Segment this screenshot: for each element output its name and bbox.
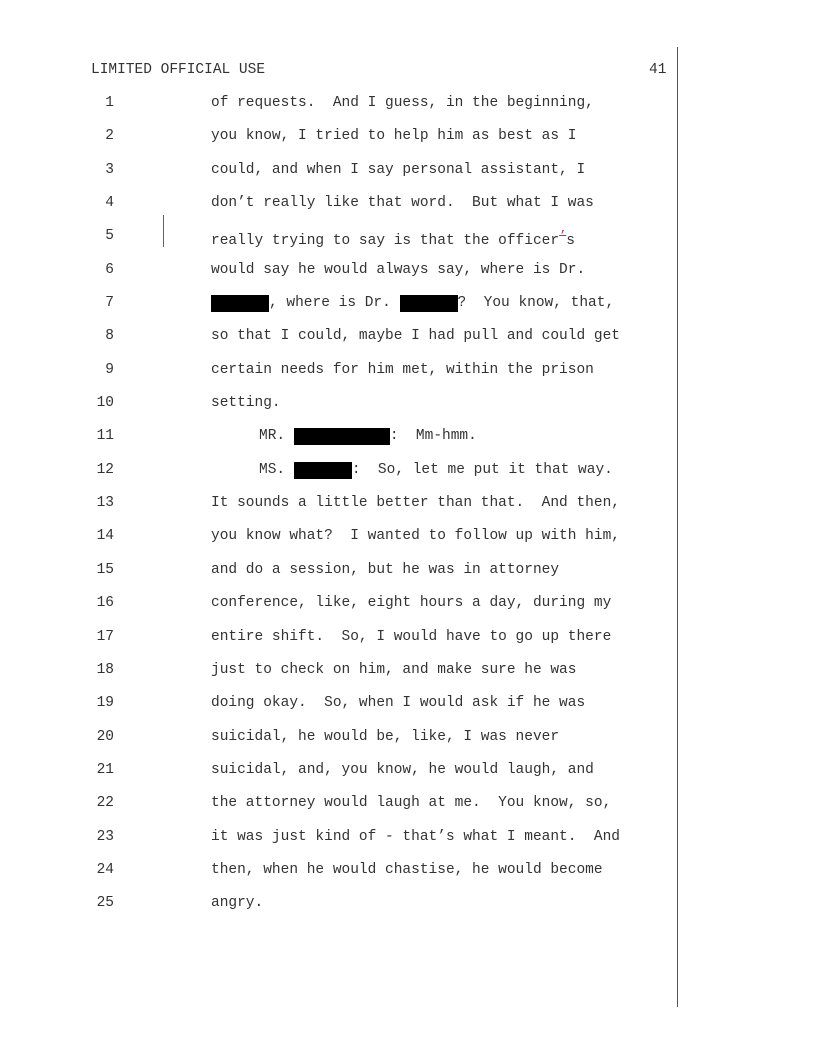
line-number: 21 [96,761,114,778]
transcript-line [0,295,816,328]
line-text: and do a session, but he was in attorney [211,561,560,578]
transcript-line [0,262,816,295]
line-number: 15 [96,561,114,578]
line-text: then, when he would chastise, he would become [211,861,603,878]
transcript-line [0,128,816,161]
line-number: 11 [96,428,114,445]
redaction-box [211,295,269,312]
transcript-line [0,162,816,195]
line-number: 20 [96,728,114,745]
transcript-line [0,395,816,428]
transcript-line [0,228,816,261]
redaction-box [294,428,390,445]
line-text: conference, like, eight hours a day, during my [211,595,612,612]
line-text [211,228,575,250]
tracked-change-mark: ’ [559,229,567,244]
line-number: 17 [96,628,114,645]
line-text-part: ? You know, that, [457,295,615,312]
line-number: 19 [96,695,114,712]
line-text-part: : Mm-hmm. [389,428,477,445]
line-text: just to check on him, and make sure he was [211,661,577,678]
speaker-line [259,462,613,479]
transcript-line [0,729,816,762]
transcript-line [0,662,816,695]
transcript-lines [0,95,816,929]
classification-header: LIMITED OFFICIAL USE [91,62,266,78]
line-number: 9 [105,361,114,378]
transcript-line [0,195,816,228]
transcript-line [0,629,816,662]
transcript-line [0,795,816,828]
line-text: would say he would always say, where is Dr. [211,261,586,278]
line-text: suicidal, and, you know, he would laugh, and [211,761,594,778]
redaction-box [294,462,352,479]
line-number: 24 [96,861,114,878]
line-number: 1 [105,95,114,111]
line-text: could, and when I say personal assistant, I [211,161,586,178]
transcript-line [0,428,816,461]
line-text-part: : So, let me put it that way. [351,461,613,478]
transcript-line [0,695,816,728]
transcript-line [0,95,816,128]
speaker-line [259,428,477,445]
line-number: 2 [105,128,114,145]
line-text: angry. [211,895,264,912]
transcript-line [0,762,816,795]
page-number: 41 [649,62,667,78]
transcript-line [0,895,816,928]
line-number: 6 [105,261,114,278]
line-text-part: s [566,233,575,250]
line-number: 13 [96,495,114,512]
transcript-line [0,862,816,895]
line-number: 5 [105,228,114,245]
line-text: you know, I tried to help him as best as I [211,128,577,145]
line-text: It sounds a little better than that. And then, [211,495,620,512]
redaction-box [400,295,458,312]
line-text: so that I could, maybe I had pull and could get [211,328,620,345]
transcript-line [0,595,816,628]
line-number: 4 [105,195,114,212]
line-text-part: , where is Dr. [269,295,400,312]
line-number: 25 [96,895,114,912]
line-text: the attorney would laugh at me. You know, so, [211,795,612,812]
line-number: 10 [96,395,114,412]
transcript-line [0,562,816,595]
line-number: 18 [96,661,114,678]
transcript-line [0,528,816,561]
line-number: 22 [96,795,114,812]
line-text: you know what? I wanted to follow up with him, [211,528,620,545]
line-number: 14 [96,528,114,545]
line-text: doing okay. So, when I would ask if he was [211,695,586,712]
transcript-line [0,462,816,495]
line-text [211,295,614,312]
line-text: certain needs for him met, within the prison [211,361,594,378]
line-text: entire shift. So, I would have to go up there [211,628,612,645]
line-number: 3 [105,161,114,178]
line-number: 23 [96,828,114,845]
speaker-title: MS. [259,461,294,478]
line-text: of requests. And I guess, in the beginning, [211,95,594,111]
line-number: 16 [96,595,114,612]
transcript-line [0,829,816,862]
speaker-title: MR. [259,428,294,445]
line-text: setting. [211,395,281,412]
transcript-line [0,362,816,395]
line-text: suicidal, he would be, like, I was never [211,728,560,745]
line-number: 7 [105,295,114,312]
transcript-line [0,328,816,361]
transcript-line [0,495,816,528]
line-number: 12 [96,461,114,478]
line-text: don’t really like that word. But what I was [211,195,594,212]
line-text: it was just kind of - that’s what I meant. And [211,828,620,845]
line-text-part: really trying to say is that the officer [211,233,560,250]
line-number: 8 [105,328,114,345]
